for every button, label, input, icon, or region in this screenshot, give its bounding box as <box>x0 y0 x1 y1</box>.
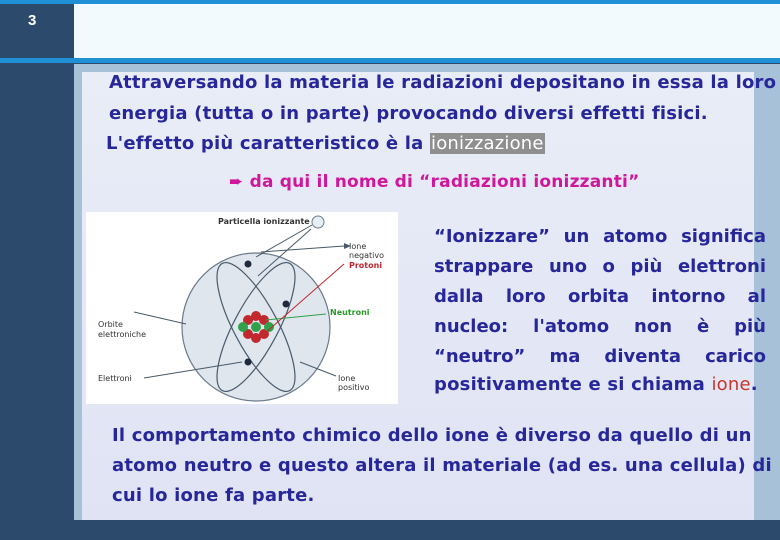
left-column <box>0 0 72 540</box>
text-line-1: Attraversando la materia le radiazioni depositano in essa la loro <box>109 72 777 93</box>
electron-1 <box>245 261 252 268</box>
right-line-2: strappare uno o più elettroni <box>434 256 766 277</box>
bottom-strip <box>0 520 780 540</box>
header-divider <box>0 58 780 63</box>
electron-3 <box>283 301 290 308</box>
label-ione-negativo-2: negativo <box>349 251 384 260</box>
atom-diagram <box>86 212 398 404</box>
right-line-6-post: . <box>750 374 758 395</box>
right-line-6-pre: positivamente e si chiama <box>434 374 705 395</box>
slide-header <box>74 4 780 58</box>
proton-3 <box>251 311 261 321</box>
label-ione-positivo-1: Ione <box>338 374 356 383</box>
label-neutroni: Neutroni <box>330 308 370 317</box>
label-ione-positivo-2: positivo <box>338 383 370 392</box>
proton-6 <box>251 333 261 343</box>
right-line-5: “neutro” ma diventa carico <box>434 346 766 367</box>
label-particella: Particella ionizzante <box>218 217 310 226</box>
slide-number: 3 <box>28 12 37 29</box>
right-line-1: “Ionizzare” un atomo significa <box>434 226 766 247</box>
text-line-3-pre: L'effetto più caratteristico è la <box>106 133 424 154</box>
text-line-2-content: energia (tutta o in parte) provocando diversi effetti fisici. <box>109 103 708 124</box>
right-line-6 <box>434 374 758 395</box>
label-elettroni: Elettroni <box>98 374 132 383</box>
neutron-1 <box>238 322 248 332</box>
right-line-4: nucleo: l'atomo non è più <box>434 316 766 337</box>
orbit-pointer <box>134 312 186 324</box>
text-line-4 <box>229 172 639 192</box>
bottom-line-1: Il comportamento chimico dello ione è diverso da quello di un <box>112 425 752 446</box>
label-orbite-1: Orbite <box>98 320 123 329</box>
bottom-line-2: atomo neutro e questo altera il materiale (ad es. una cellula) di <box>112 455 772 476</box>
arrow-icon: ➨ <box>229 172 244 192</box>
bottom-line-3: cui lo ione fa parte. <box>112 485 315 506</box>
right-line-3: dalla loro orbita intorno al <box>434 286 766 307</box>
text-line-4-content: da qui il nome di “radiazioni ionizzanti” <box>249 172 640 192</box>
slide-image <box>82 72 777 520</box>
text-line-3 <box>106 133 545 154</box>
label-orbite-2: elettroniche <box>98 330 147 339</box>
ione-word: ione <box>711 374 751 395</box>
label-ione-negativo-1: Ione <box>349 242 367 251</box>
slide-content-frame <box>74 64 780 520</box>
text-line-2 <box>109 103 708 124</box>
ionizzazione-highlight: ionizzazione <box>431 133 544 154</box>
label-protoni: Protoni <box>349 261 383 270</box>
ionizing-particle <box>312 216 324 228</box>
electron-2 <box>245 359 252 366</box>
neutron-3 <box>251 322 261 332</box>
